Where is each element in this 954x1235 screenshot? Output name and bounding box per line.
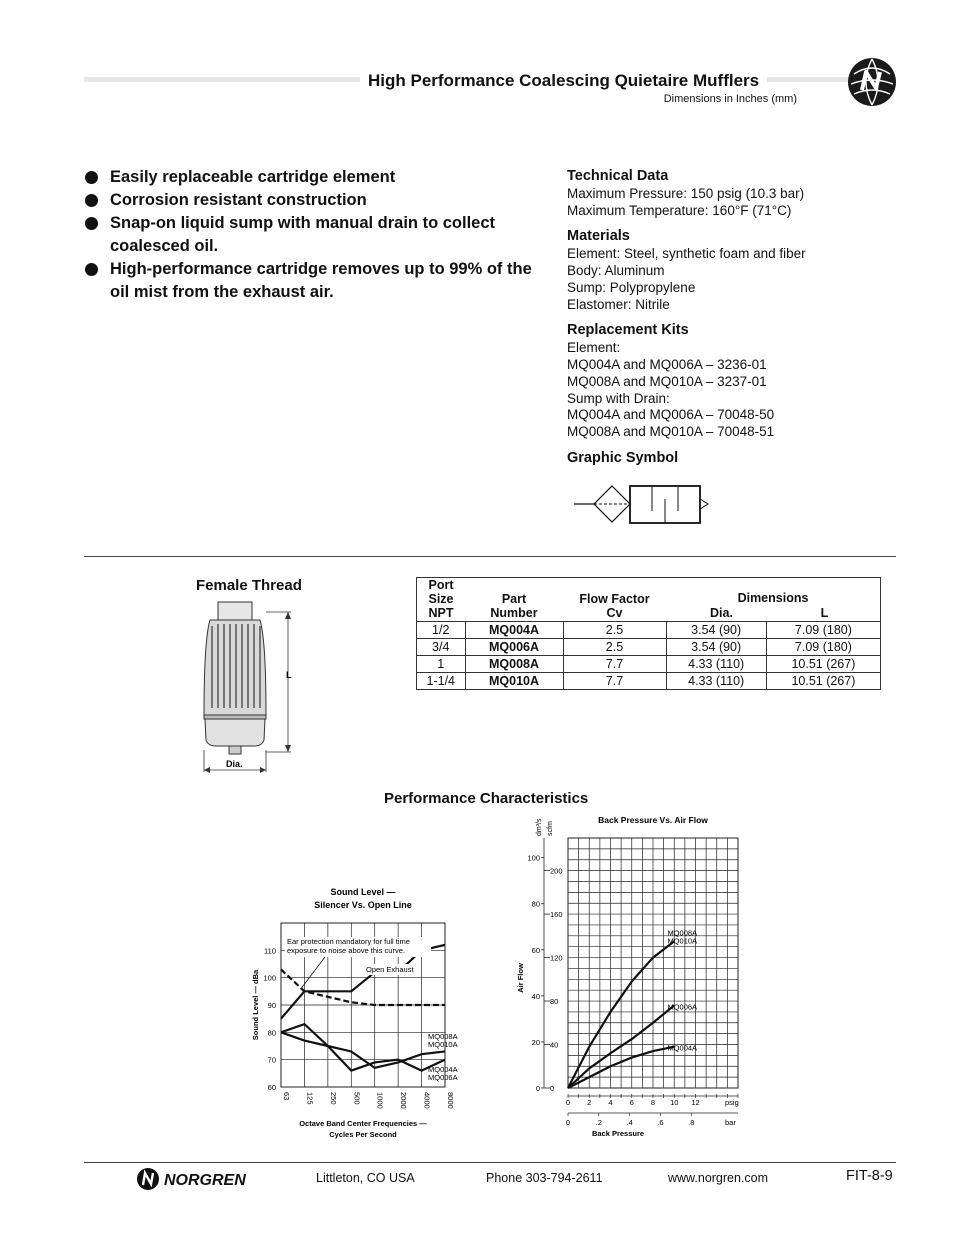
x-tick-label: 6 xyxy=(629,1098,634,1107)
cell-flow: 2.5 xyxy=(563,622,666,639)
brand-name: NORGREN xyxy=(164,1172,246,1189)
technical-data-heading: Technical Data xyxy=(567,168,669,184)
kit-line: Element: xyxy=(567,340,621,356)
performance-title: Performance Characteristics xyxy=(384,790,589,807)
cell-dia: 3.54 (90) xyxy=(666,639,766,656)
x-tick-label: 4000 xyxy=(422,1092,432,1109)
x-tick-label: 250 xyxy=(328,1092,338,1105)
series-label: MQ010A xyxy=(667,936,698,946)
y-tick-label: 100 xyxy=(527,853,540,863)
y-tick-label-secondary: 0 xyxy=(550,1084,555,1093)
cell-dia: 3.54 (90) xyxy=(666,622,766,639)
x-tick-label: 0 xyxy=(565,1098,571,1107)
col-part: Part Number xyxy=(490,592,538,620)
cell-length: 10.51 (267) xyxy=(766,673,880,690)
feature-item: High-performance cartridge removes up to 99% of the oil mist from the exhaust air. xyxy=(84,258,534,304)
cell-port: 1 xyxy=(417,656,466,673)
y-tick-label: 40 xyxy=(531,991,540,1001)
x-axis-label: Cycles Per Second xyxy=(329,1130,397,1139)
y-tick-label: 80 xyxy=(267,1028,276,1038)
table-row xyxy=(417,673,881,690)
footer-location: Littleton, CO USA xyxy=(316,1171,415,1185)
y-tick-label: 70 xyxy=(267,1055,276,1065)
y-tick-label: 20 xyxy=(531,1037,540,1047)
kit-line: MQ008A and MQ010A – 70048-51 xyxy=(567,424,775,440)
x-tick-label: 63 xyxy=(282,1092,291,1101)
table-row xyxy=(417,622,881,639)
material-line: Elastomer: Nitrile xyxy=(567,296,670,312)
material-line: Body: Aluminum xyxy=(567,262,665,278)
chart-title: Back Pressure Vs. Air Flow xyxy=(598,815,708,825)
footer-phone: Phone 303-794-2611 xyxy=(486,1171,603,1185)
x-tick-label: 2 xyxy=(587,1098,592,1107)
cell-part: MQ006A xyxy=(465,639,563,656)
y-tick-label-secondary: 80 xyxy=(550,997,559,1007)
graphic-symbol-heading: Graphic Symbol xyxy=(567,449,679,466)
bullet-icon xyxy=(85,217,98,230)
female-thread-title: Female Thread xyxy=(196,577,302,594)
y-tick-label-secondary: 160 xyxy=(550,910,563,920)
series-label: MQ004A xyxy=(667,1043,698,1053)
x-tick-label: 8000 xyxy=(446,1092,455,1109)
y-units-primary: dm³/s xyxy=(536,818,543,836)
footer-website[interactable]: www.norgren.com xyxy=(668,1171,769,1185)
chart-title xyxy=(314,887,412,910)
x-axis-label: Octave Band Center Frequencies — xyxy=(299,1119,427,1128)
y-tick-label: 0 xyxy=(535,1084,540,1093)
x-tick-label: 12 xyxy=(691,1098,700,1107)
x-units-secondary: bar xyxy=(725,1118,736,1127)
section-divider xyxy=(84,556,896,557)
material-line: Sump: Polypropylene xyxy=(567,279,696,295)
dimensions-note: Dimensions in Inches (mm) xyxy=(663,93,797,105)
x-tick-label-secondary: .2 xyxy=(595,1118,602,1127)
diameter-label: Dia. xyxy=(226,759,243,769)
tech-line: Maximum Temperature: 160°F (71°C) xyxy=(567,202,792,218)
cell-port: 1-1/4 xyxy=(417,673,466,690)
length-label: L xyxy=(286,670,292,680)
y-tick-label: 60 xyxy=(531,945,540,955)
replacement-kits-heading: Replacement Kits xyxy=(567,322,689,339)
bullet-icon xyxy=(85,171,98,184)
cell-port: 1/2 xyxy=(417,622,466,639)
cell-dia: 4.33 (110) xyxy=(666,656,766,673)
series-line xyxy=(281,1024,445,1070)
back-pressure-chart xyxy=(510,812,760,1142)
y-tick-label: 80 xyxy=(531,899,540,909)
tech-line: Maximum Pressure: 150 psig (10.3 bar) xyxy=(567,185,805,201)
series-label: MQ010A xyxy=(428,1040,458,1050)
specification-table xyxy=(416,577,881,690)
x-tick-label: 1000 xyxy=(375,1092,385,1109)
x-tick-label: 2000 xyxy=(399,1092,409,1109)
sound-level-chart xyxy=(240,880,480,1145)
y-tick-label-secondary: 40 xyxy=(550,1040,559,1050)
cell-port: 3/4 xyxy=(417,639,466,656)
feature-item: Easily replaceable cartridge element xyxy=(84,166,534,189)
series-label: MQ006A xyxy=(428,1072,458,1082)
col-dimensions: Dimensions Dia. L xyxy=(710,591,829,620)
annotation-text: Ear protection mandatory for full time xyxy=(287,937,410,946)
x-tick-label-secondary: .8 xyxy=(688,1118,695,1127)
kit-line: MQ004A and MQ006A – 70048-50 xyxy=(567,407,775,423)
footer-divider xyxy=(84,1162,896,1163)
kit-line: MQ008A and MQ010A – 3237-01 xyxy=(567,373,767,389)
material-line: Element: Steel, synthetic foam and fiber xyxy=(567,246,806,262)
y-axis-label: Air Flow xyxy=(516,963,525,993)
series-label: MQ008A xyxy=(428,1032,458,1042)
y-tick-label-secondary: 120 xyxy=(550,953,563,963)
col-port: Port Size NPT xyxy=(428,578,454,620)
x-tick-label: 500 xyxy=(352,1092,362,1105)
cell-dia: 4.33 (110) xyxy=(666,673,766,690)
series-label: MQ004A xyxy=(428,1064,458,1074)
x-tick-label: 125 xyxy=(305,1092,315,1105)
table-row xyxy=(417,656,881,673)
x-tick-label-secondary: .4 xyxy=(626,1118,633,1127)
materials-section xyxy=(567,228,897,313)
norgren-globe-logo-icon xyxy=(846,56,898,108)
muffler-graphic-symbol-icon xyxy=(570,482,715,528)
muffler-drawing xyxy=(196,600,306,775)
page-number: FIT-8-9 xyxy=(846,1168,893,1184)
feature-item: Snap-on liquid sump with manual drain to collect coalesced oil. xyxy=(84,212,534,258)
y-axis-label: Sound Level — dBa xyxy=(251,969,260,1041)
series-line xyxy=(281,1032,445,1068)
col-flow: Flow Factor Cv xyxy=(579,592,650,620)
cell-part: MQ010A xyxy=(465,673,563,690)
cell-flow: 7.7 xyxy=(563,656,666,673)
x-tick-label: 8 xyxy=(650,1098,656,1107)
series-label: Open Exhaust xyxy=(366,965,414,974)
norgren-brand-logo xyxy=(136,1166,274,1192)
kit-line: Sump with Drain: xyxy=(567,390,670,406)
annotation-text: exposure to noise above this curve. xyxy=(287,946,405,955)
feature-list xyxy=(84,166,534,304)
page-title: High Performance Coalescing Quietaire Mufflers xyxy=(360,71,767,91)
chart-title-line: Sound Level — xyxy=(330,887,396,897)
x-units-primary: psig xyxy=(725,1098,739,1107)
cell-length: 7.09 (180) xyxy=(766,622,880,639)
series-label: MQ006A xyxy=(667,1002,698,1012)
bullet-icon xyxy=(85,194,98,207)
kit-line: MQ004A and MQ006A – 3236-01 xyxy=(567,356,767,372)
technical-column xyxy=(567,168,897,476)
materials-heading: Materials xyxy=(567,228,630,245)
cell-flow: 2.5 xyxy=(563,639,666,656)
y-units-secondary: scfm xyxy=(547,821,554,836)
chart-title-line: Silencer Vs. Open Line xyxy=(314,900,412,910)
x-tick-label: 10 xyxy=(670,1098,679,1107)
series-label: MQ008A xyxy=(667,928,698,938)
feature-item: Corrosion resistant construction xyxy=(84,189,534,212)
y-tick-label: 90 xyxy=(267,1001,276,1010)
cell-length: 7.09 (180) xyxy=(766,639,880,656)
technical-data-section xyxy=(567,168,897,219)
y-tick-label: 100 xyxy=(263,973,276,983)
cell-part: MQ008A xyxy=(465,656,563,673)
y-tick-label: 60 xyxy=(267,1083,276,1092)
cell-flow: 7.7 xyxy=(563,673,666,690)
x-tick-label-secondary: 0 xyxy=(565,1118,571,1127)
y-tick-label: 110 xyxy=(264,946,276,956)
bullet-icon xyxy=(85,263,98,276)
graphic-symbol-section xyxy=(567,450,897,467)
x-axis-label: Back Pressure xyxy=(591,1129,645,1138)
x-tick-label: 4 xyxy=(608,1098,613,1107)
replacement-kits-section xyxy=(567,322,897,441)
table-row xyxy=(417,639,881,656)
cell-length: 10.51 (267) xyxy=(766,656,880,673)
x-tick-label-secondary: .6 xyxy=(657,1118,664,1127)
cell-part: MQ004A xyxy=(465,622,563,639)
y-tick-label-secondary: 200 xyxy=(550,866,563,876)
